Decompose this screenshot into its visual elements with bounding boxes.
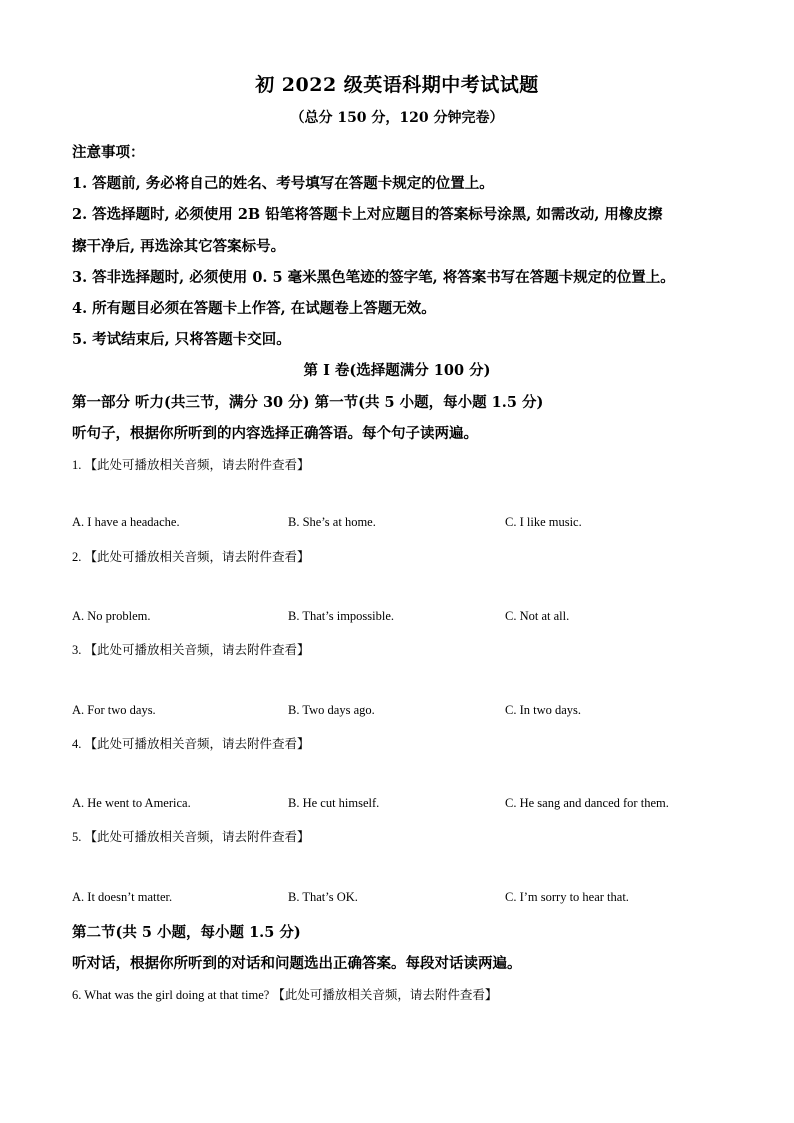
question-stem: 2. 【此处可播放相关音频，请去附件查看】: [72, 550, 310, 564]
option-b: B. That’s impossible.: [288, 609, 395, 623]
option-c: C. In two days.: [505, 703, 582, 717]
note-item: 5. 考试结束后, 只将答题卡交回。: [72, 331, 291, 348]
option-a: A. He went to America.: [72, 796, 191, 810]
option-b: B. That’s OK.: [288, 890, 358, 904]
option-c: C. He sang and danced for them.: [505, 796, 669, 810]
note-item: 擦干净后, 再选涂其它答案标号。: [72, 238, 286, 255]
option-b: B. He cut himself.: [288, 796, 380, 810]
notes-heading: 注意事项：: [72, 144, 145, 161]
option-a: A. I have a headache.: [72, 515, 180, 529]
part1-heading: 第一部分 听力(共三节，满分 30 分) 第一节(共 5 小题，每小题 1.5 分): [72, 394, 544, 411]
question-stem: 4. 【此处可播放相关音频，请去附件查看】: [72, 737, 310, 751]
question-stem: 3. 【此处可播放相关音频，请去附件查看】: [72, 643, 310, 657]
question-stem: 5. 【此处可播放相关音频，请去附件查看】: [72, 830, 310, 844]
option-a: A. No problem.: [72, 609, 151, 623]
page-subtitle: （总分 150 分，120 分钟完卷）: [290, 110, 504, 126]
volume-heading: 第 I 卷(选择题满分 100 分): [303, 362, 491, 379]
note-item: 4. 所有题目必须在答题卡上作答, 在试题卷上答题无效。: [72, 300, 436, 317]
option-b: B. Two days ago.: [288, 703, 375, 717]
option-b: B. She’s at home.: [288, 515, 376, 529]
part1-instruction: 听句子，根据你所听到的内容选择正确答语。每个句子读两遍。: [72, 425, 478, 442]
note-item: 1. 答题前, 务必将自己的姓名、考号填写在答题卡规定的位置上。: [72, 175, 494, 192]
option-a: A. For two days.: [72, 703, 156, 717]
option-a: A. It doesn’t matter.: [72, 890, 173, 904]
page-title: 初 2022 级英语科期中考试试题: [255, 74, 539, 96]
option-c: C. I like music.: [505, 515, 582, 529]
note-item: 2. 答选择题时, 必须使用 2B 铅笔将答题卡上对应题目的答案标号涂黑, 如需改动, 用橡皮擦: [72, 206, 663, 223]
section2-heading: 第二节(共 5 小题，每小题 1.5 分): [72, 924, 301, 941]
question-stem: 6. What was the girl doing at that time? 【此处可播放相关音频，请去附件查看】: [72, 988, 498, 1002]
option-c: C. I’m sorry to hear that.: [505, 890, 629, 904]
section2-instruction: 听对话，根据你所听到的对话和问题选出正确答案。每段对话读两遍。: [72, 955, 522, 972]
question-stem: 1. 【此处可播放相关音频，请去附件查看】: [72, 458, 310, 472]
option-c: C. Not at all.: [505, 609, 570, 623]
note-item: 3. 答非选择题时, 必须使用 0. 5 毫米黑色笔迹的签字笔, 将答案书写在答题卡规定的位置上。: [72, 269, 675, 286]
